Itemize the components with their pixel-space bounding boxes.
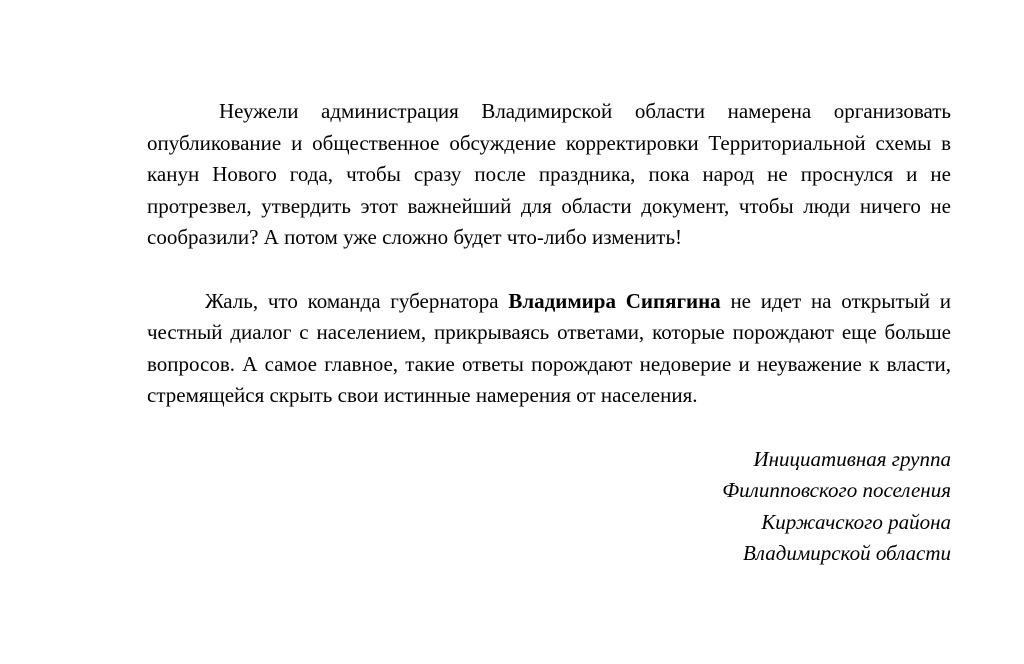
paragraph-1: Неужели администрация Владимирской области намерена организовать опубликование и общественное обсуждение корректировки Территориальной схемы в канун Нового года, чтобы сразу после праздника, пока народ не проснулся и не протрезвел, утвердить этот важнейший для области документ, чтобы люди ничего не сообразили? А потом уже сложно будет что-либо изменить! — [147, 99, 951, 249]
signature-block — [147, 444, 951, 570]
governor-name: Владимира Сипягина — [508, 288, 721, 313]
paragraph-2-before: Жаль, что команда губернатора — [205, 288, 509, 313]
signature-line-1: Инициативная группа — [753, 446, 951, 471]
signature-line-3: Киржачского района — [761, 509, 951, 534]
paragraph-2 — [147, 286, 951, 412]
signature-line-2: Филипповского поселения — [722, 478, 951, 502]
document-page — [147, 96, 951, 570]
signature-line-4: Владимирской области — [742, 541, 951, 565]
paragraph-2-after: не идет на открытый и честный диалог с населением, прикрываясь ответами, которые порождают еще больше вопросов. А самое главное, такие ответы порождают недоверие и неуважение к власти, стремящейся скрыть свои истинные намерения от населения. — [147, 288, 951, 407]
